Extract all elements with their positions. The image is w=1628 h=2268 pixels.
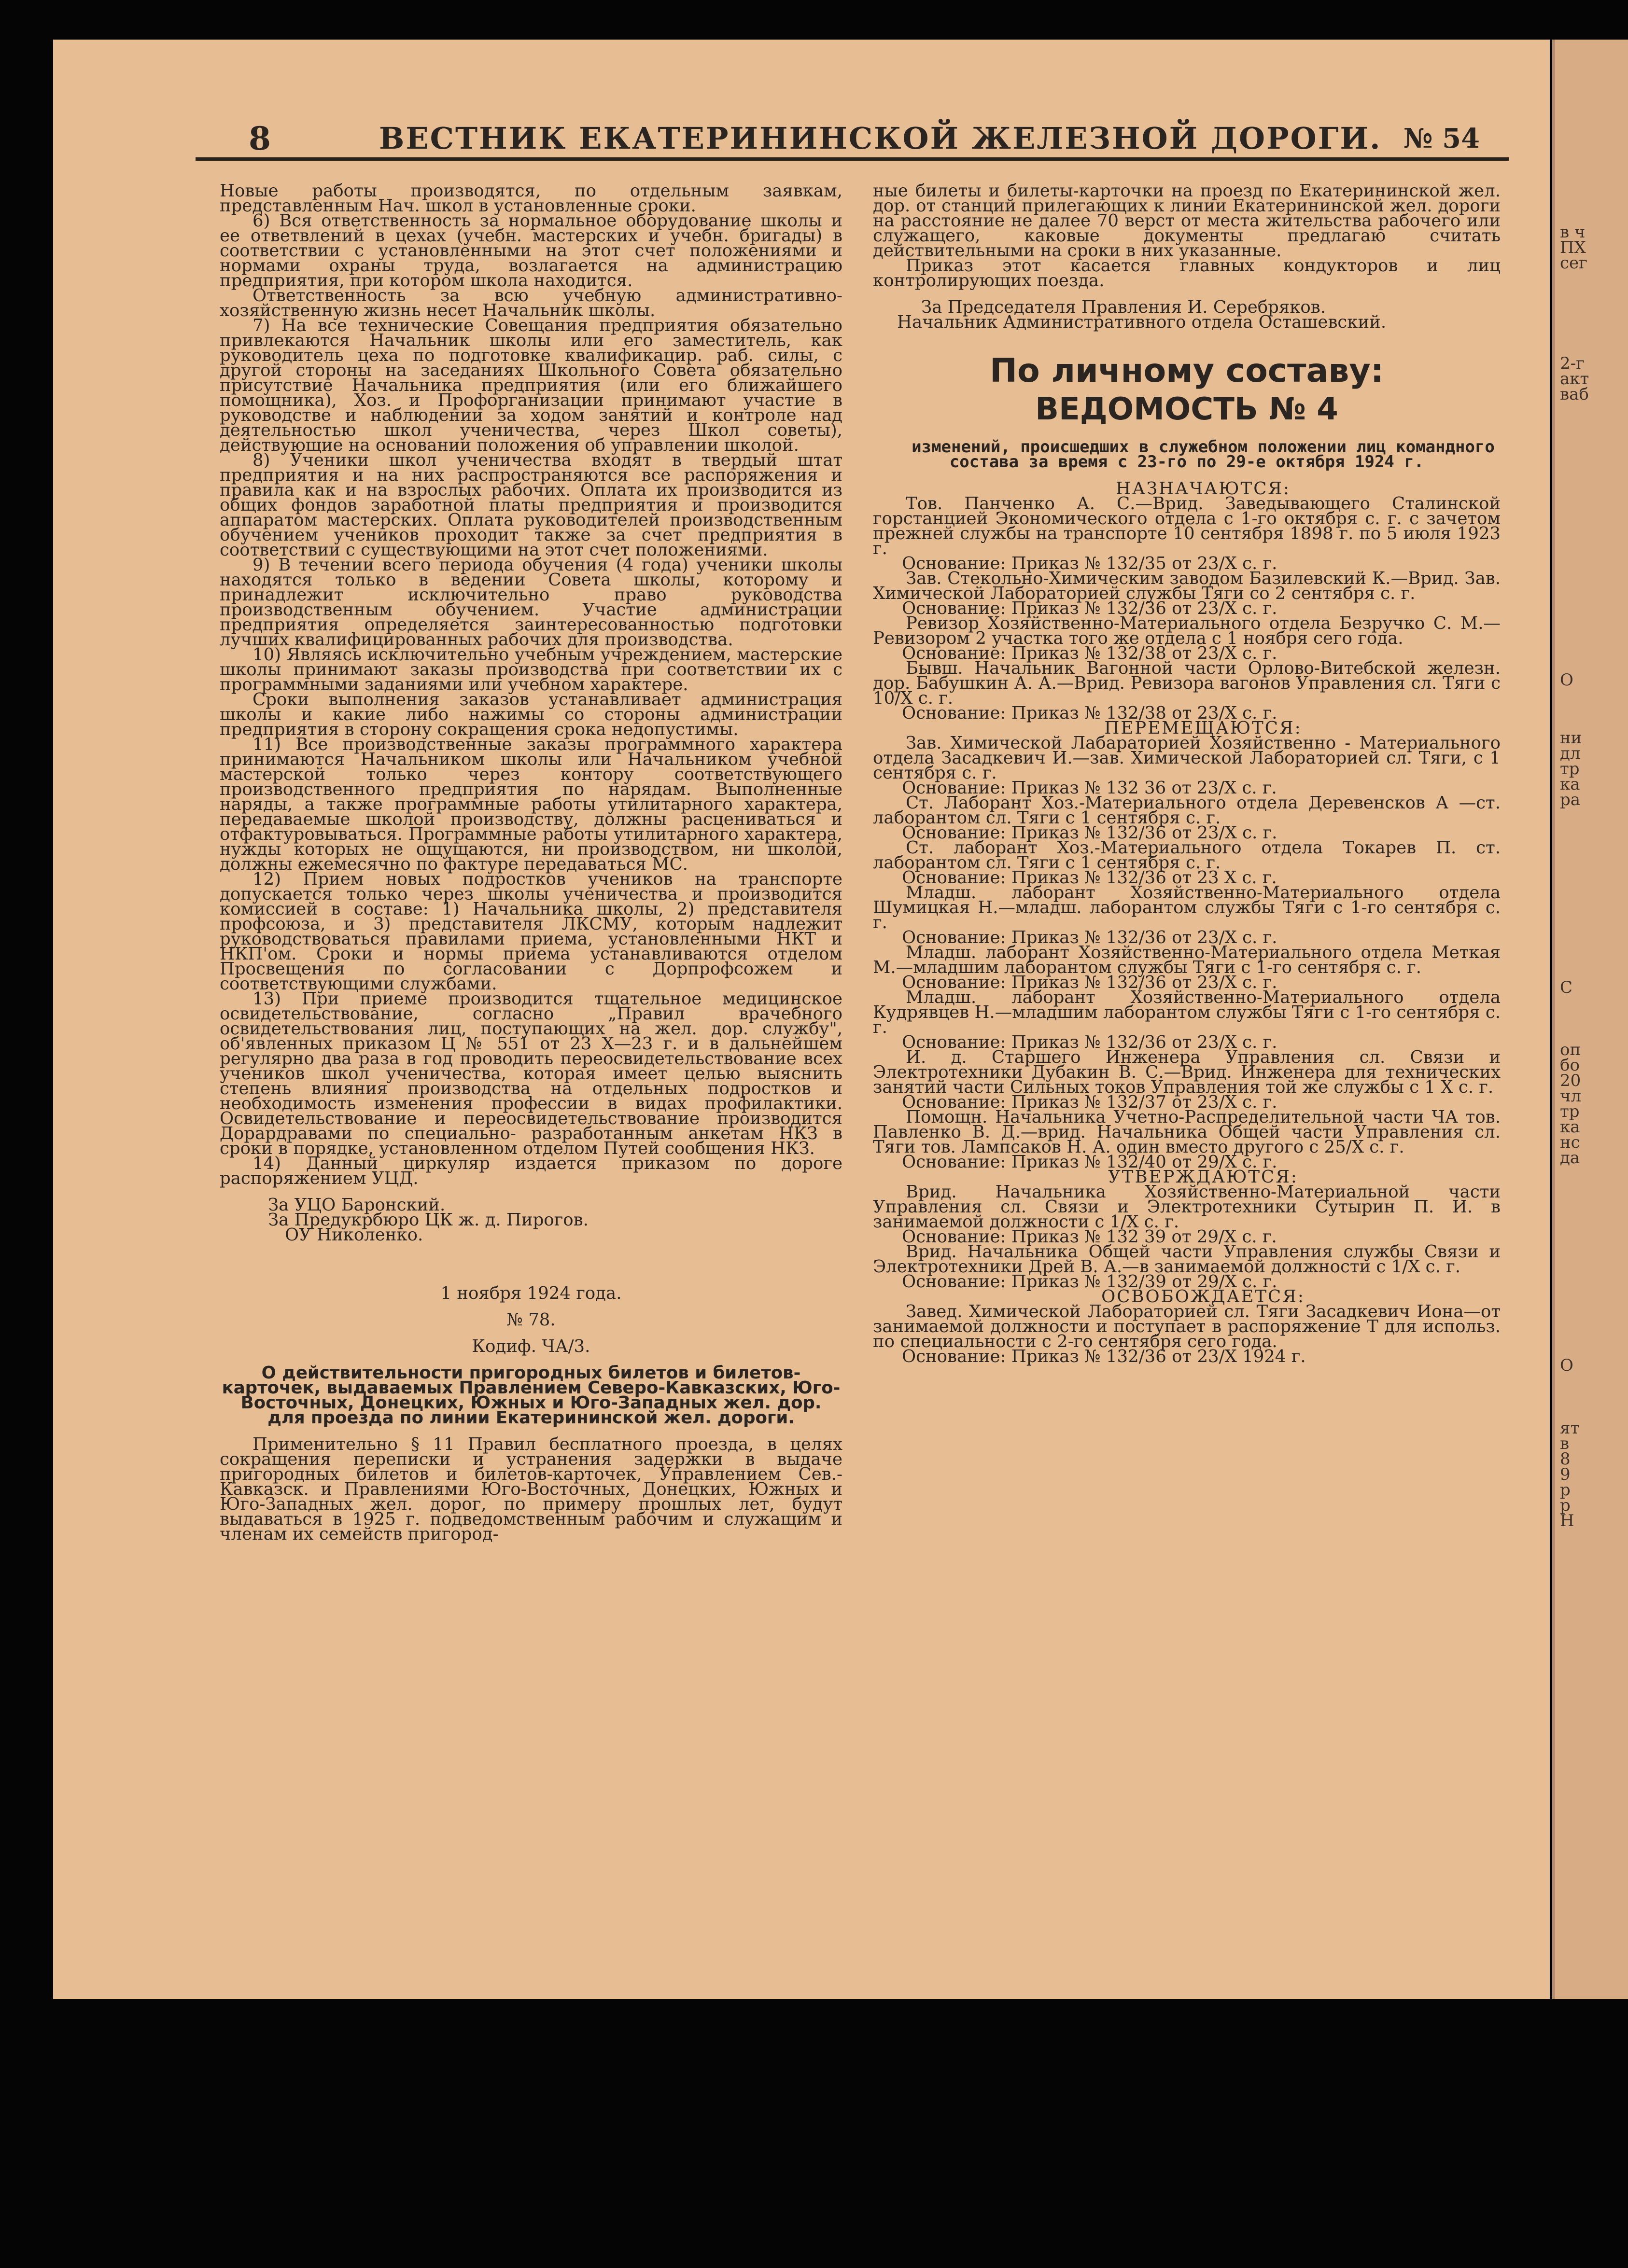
basis: Основание: Приказ № 132/36 от 23/X с. г. xyxy=(902,928,1277,947)
section-label: ПЕРЕМЕЩАЮТСЯ: xyxy=(1104,718,1302,738)
next-page-fragment: нс xyxy=(1560,1133,1580,1152)
codification: Кодиф. ЧА/3. xyxy=(472,1336,590,1356)
paragraph: ные билеты и билеты-карточки на проезд по Екатерининской жел. дор. от станций прилегающих к линии Екатерининской жел. дороги на расстояние не далее 70 верст от места жительства рабочего или служащего, каковые документы предлагаю считать действительными на сроки в них указанные. xyxy=(873,181,1501,261)
next-page-fragment: бо xyxy=(1560,1056,1580,1075)
basis: Основание: Приказ № 132/36 от 23/X с. г. xyxy=(902,973,1277,992)
next-page-fragment: Н xyxy=(1560,1511,1574,1531)
newspaper-title: ВЕСТНИК ЕКАТЕРИНИНСКОЙ ЖЕЛЕЗНОЙ ДОРОГИ. xyxy=(379,121,1382,156)
signature: За Предукрбюро ЦК ж. д. Пирогов. xyxy=(268,1210,589,1230)
next-page-fragment: в ч xyxy=(1560,223,1586,242)
next-page-fragment: 20 xyxy=(1560,1071,1581,1090)
section-label: ОСВОБОЖДАЕТСЯ: xyxy=(1101,1287,1305,1307)
next-page-fragment: 2-г xyxy=(1560,354,1585,373)
entry: Зав. Стекольно-Химическим заводом Базилевский К.—Врид. Зав. Химической Лабораторией службы Тяги со 2 сентября с. г. xyxy=(873,569,1501,603)
next-page-fragment: ят xyxy=(1560,1419,1580,1438)
paragraph: 7) На все технические Совещания предприятия обязательно привлекаются Начальник школы или его заместитель, как руководитель цеха по подготовке квалификацир. раб. силы, с другой стороны на заседаниях Школьного Совета обязательно присутствие Начальника предприятия (или его ближайшего помощника), Хоз. и Профорганизации принимают участие в руководстве и наблюдении за ходом занятий и контроле над деятельностью школ ученичества, через Школ советы), действующие на основании положения об управлении школой. xyxy=(220,316,842,455)
paragraph: Новые работы производятся, по отдельным заявкам, представленным Нач. школ в установленные сроки. xyxy=(220,181,842,216)
basis: Основание: Приказ № 132 39 от 29/X с. г. xyxy=(902,1227,1277,1247)
signature: ОУ Николенко. xyxy=(285,1225,423,1245)
basis: Основание: Приказ № 132/36 от 23/X с. г. xyxy=(902,598,1277,618)
next-page-fragment: ПХ xyxy=(1560,238,1586,257)
section-heading: По личному составу: xyxy=(990,352,1384,390)
basis: Основание: Приказ № 132/35 от 23/X с. г. xyxy=(902,554,1277,573)
left-column xyxy=(220,183,842,1542)
entry: Младш. лаборант Хозяйственно-Материального отдела Шумицкая Н.—младш. лаборантом службы Тяги с 1-го сентября с. г. xyxy=(873,883,1501,932)
next-page-fragment: р xyxy=(1560,1496,1571,1515)
paragraph: 6) Вся ответственность за нормальное оборудование школы и ее ответвлений в цехах (учебн. мастерских и учебн. бригады) в соответствии с установленными на этот счет положениями и нормами охраны труда, возлагается на администрацию предприятия, при котором школа находится. xyxy=(220,211,842,291)
signature: Начальник Административного отдела Осташевский. xyxy=(897,312,1387,332)
next-page-fragment: 8 xyxy=(1560,1449,1571,1469)
entry: Зав. Химической Лабараторией Хозяйственно - Материального отдела Засадкевич И.—зав. Химической Лабораторией сл. Тяги, с 1 сентября с. г. xyxy=(873,733,1501,783)
order-number: № 78. xyxy=(506,1310,556,1330)
basis: Основание: Приказ № 132/36 от 23 X с. г. xyxy=(902,868,1277,888)
next-page-fragment: сег xyxy=(1560,253,1587,273)
basis: Основание: Приказ № 132 36 от 23/X с. г. xyxy=(902,778,1277,798)
paragraph: Ответственность за всю учебную административно-хозяйственную жизнь несет Начальник школы. xyxy=(220,286,842,320)
next-page-fragment: ра xyxy=(1560,790,1581,809)
basis: Основание: Приказ № 132/38 от 23/X с. г. xyxy=(902,703,1277,723)
next-page-fragment: р xyxy=(1560,1480,1571,1500)
vedomost-subtitle: изменений, происшедших в служебном положении лиц командного состава за время с 23-го по 29-е октября 1924 г. xyxy=(912,437,1495,472)
entry: Помощн. Начальника Учетно-Распределительной части ЧА тов. Павленко В. Д.—врид. Начальника Общей части Управления сл. Тяги тов. Лампсаков Н. А. один вместо другого с 25/X с. г. xyxy=(873,1107,1501,1157)
paragraph: Применительно § 11 Правил бесплатного проезда, в целях сокращения переписки и устранения задержки в выдаче пригородных билетов и билетов-карточек, Управлением Сев.-Кавказск. и Правлениями Юго-Восточных, Донецких, Южных и Юго-Западных жел. дорог, по примеру прошлых лет, будут выдаваться в 1925 г. подведомственным рабочим и служащим и членам их семейств пригород- xyxy=(220,1434,842,1544)
next-page-fragment: дл xyxy=(1560,744,1581,763)
next-page-fragment: ка xyxy=(1560,1117,1580,1137)
next-page-fragment: С xyxy=(1560,978,1573,997)
next-page-fragment: чл xyxy=(1560,1086,1582,1106)
next-page-fragment: тр xyxy=(1560,759,1580,779)
next-page-edge xyxy=(1552,40,1628,1999)
vedomost-title: ВЕДОМОСТЬ № 4 xyxy=(1035,391,1338,427)
next-page-fragment: да xyxy=(1560,1148,1580,1168)
section-label: УТВЕРЖДАЮТСЯ: xyxy=(1108,1167,1298,1187)
issue-number: № 54 xyxy=(1403,123,1480,154)
basis: Основание: Приказ № 132/36 от 23/X с. г. xyxy=(902,823,1277,843)
paragraph: 14) Данный циркуляр издается приказом по дороге распоряжением УЦД. xyxy=(220,1154,842,1188)
paragraph: Сроки выполнения заказов устанавливает администрация школы и какие либо нажимы со стороны администрации предприятия в сторону сокращения срока недопустимы. xyxy=(220,690,842,739)
signature: За УЦО Баронский. xyxy=(268,1195,446,1215)
paragraph: Приказ этот касается главных кондукторов и лиц контролирующих поезда. xyxy=(873,256,1501,291)
basis: Основание: Приказ № 132/38 от 23/X с. г. xyxy=(902,643,1277,663)
header-rule xyxy=(196,157,1509,161)
entry: Ст. лаборант Хоз.-Материального отдела Токарев П. ст. лаборантом сл. Тяги с 1 сентября с. г. xyxy=(873,838,1501,873)
basis: Основание: Приказ № 132/39 от 29/X с. г. xyxy=(902,1272,1277,1292)
next-page-fragment: О xyxy=(1560,670,1573,690)
next-page-fragment: ка xyxy=(1560,775,1580,794)
paragraph: 12) Прием новых подростков учеников на транспорте допускается только через школы ученичества и производится комиссией в составе: 1) Начальника школы, 2) представителя профсоюза, и 3) представителя ЛКСМУ, которым надлежит руководствоваться правилами приема, установленными НКТ и НКП'ом. Сроки и нормы приема устанавливаются отделом Просвещения по согласовании с Дорпрофсожем и соответствующими службами. xyxy=(220,869,842,994)
paragraph: 8) Ученики школ ученичества входят в твердый штат предприятия и на них распространяются все распоряжения и правила как и на взрослых рабочих. Оплата их производится из общих фондов заработной платы предприятия и производится аппаратом мастерских. Оплата руководителей производственным обучением учеников проходит также за счет предприятия в соответствии с существующими на этот счет положениями. xyxy=(220,450,842,560)
entry: Тов. Панченко А. С.—Врид. Заведывающего Сталинской горстанцией Экономического отдела с 1-го октября с. г. с зачетом прежней службы на транспорте 10 сентября 1898 г. по 5 июля 1923 г. xyxy=(873,494,1501,558)
signature: За Председателя Правления И. Серебряков. xyxy=(921,297,1326,317)
paragraph: 9) В течении всего периода обучения (4 года) ученики школы находятся только в ведении Совета школы, которому и принадлежит исключительно право руководства производственным обучением. Участие администрации предприятия определяется заинтересованностью подготовки лучших квалифицированных рабочих для производства. xyxy=(220,555,842,650)
order-title: О действительности пригородных билетов и билетов-карточек, выдаваемых Правлением Северо-Кавказских, Юго-Восточных, Донецких, Южных и Юго-Западных жел. дор. для проезда по линии Екатерининской жел. дороги. xyxy=(222,1363,841,1428)
entry: Младш. лаборант Хозяйственно-Материального отдела Кудрявцев Н.—младшим лаборантом службы Тяги с 1-го сентября с. г. xyxy=(873,988,1501,1037)
next-page-fragment: тр xyxy=(1560,1102,1580,1121)
paragraph: 11) Все производственные заказы программного характера принимаются Начальником школы или Начальником учебной мастерской только через контору соответствующего производственного предприятия по нарядам. Выполненные наряды, а также программные работы утилитарного характера, передаваемые школой производству, должны расцениваться и отфактуровываться. Программные работы утилитарного характера, нужды которых не ощущаются, ни производством, ни школой, должны ежемесячно по фактуре передаваться МС. xyxy=(220,735,842,874)
order-date: 1 ноября 1924 года. xyxy=(440,1283,622,1303)
next-page-fragment: ни xyxy=(1560,728,1582,748)
page-number: 8 xyxy=(249,120,273,157)
next-page-fragment: 9 xyxy=(1560,1465,1571,1484)
entry: Младш. лаборант Хозяйственно-Материального отдела Меткая М.—младшим лаборантом службы Тяги с 1-го сентября с. г. xyxy=(873,943,1501,977)
next-page-fragment: акт xyxy=(1560,369,1589,389)
entry: Бывш. Начальник Вагонной части Орлово-Витебской железн. дор. Бабушкин А. А.—Врид. Ревизора вагонов Управления сл. Тяги с 10/X с. г. xyxy=(873,658,1501,708)
section-label: НАЗНАЧАЮТСЯ: xyxy=(1116,479,1291,499)
next-page-fragment: оп xyxy=(1560,1040,1581,1059)
paragraph: 13) При приеме производится тщательное медицинское освидетельствование, согласно „Правил врачебного освидетельствования лиц, поступающих на жел. дор. службу", об'явленных приказом Ц № 551 от 23 Х—23 г. и в дальнейшем регулярно два раза в год проводить переосвидетельствование всех учеников школ ученичества, которая имеет целью выяснить степень влияния производства на отдельных подростков и необходимость изменения профессии в видах профилактики. Освидетельствование и переосвидетельствование производится Дорардравами по специально- разработанным анкетам НКЗ в сроки в порядке, установленном отделом Путей сообщения НКЗ. xyxy=(220,989,842,1158)
basis: Основание: Приказ № 132/40 от 29/X с. г. xyxy=(902,1152,1277,1172)
running-header xyxy=(196,120,1509,163)
entry: Врид. Начальника Хозяйственно-Материальной части Управления сл. Связи и Электротехники Сутырин П. И. в занимаемой должности с 1/X с. г. xyxy=(873,1182,1501,1232)
next-page-fragment: О xyxy=(1560,1356,1573,1375)
right-column xyxy=(873,183,1501,1364)
basis: Основание: Приказ № 132/36 от 23/X с. г. xyxy=(902,1032,1277,1052)
entry: Завед. Химической Лабораторией сл. Тяги Засадкевич Иона—от занимаемой должности и поступает в распоряжение Т для использ. по специальности с 2-го сентября сего года. xyxy=(873,1302,1501,1351)
entry: И. д. Старшего Инженера Управления сл. Связи и Электротехники Дубакин В. С.—Врид. Инженера для технических занятий части Сильных токов Управления той же службы с 1 X с. г. xyxy=(873,1047,1501,1097)
next-page-fragment: в xyxy=(1560,1434,1570,1453)
paragraph: 10) Являясь исключительно учебным учреждением, мастерские школы принимают заказы производства при соответствии их с программными заданиями или учебном характере. xyxy=(220,645,842,695)
next-page-fragment: ваб xyxy=(1560,385,1589,404)
basis: Основание: Приказ № 132/36 от 23/X 1924 г. xyxy=(902,1347,1306,1366)
basis: Основание: Приказ № 132/37 от 23/X с. г. xyxy=(902,1092,1277,1112)
entry: Ст. Лаборант Хоз.-Материального отдела Деревенсков А —ст. лаборантом сл. Тяги с 1 сентября с. г. xyxy=(873,793,1501,828)
entry: Врид. Начальника Общей части Управления службы Связи и Электротехники Дрей В. А.—в занимаемой должности с 1/X с. г. xyxy=(873,1242,1501,1277)
entry: Ревизор Хозяйственно-Материального отдела Безручко С. М.—Ревизором 2 участка того же отдела с 1 ноября сего года. xyxy=(873,613,1501,648)
